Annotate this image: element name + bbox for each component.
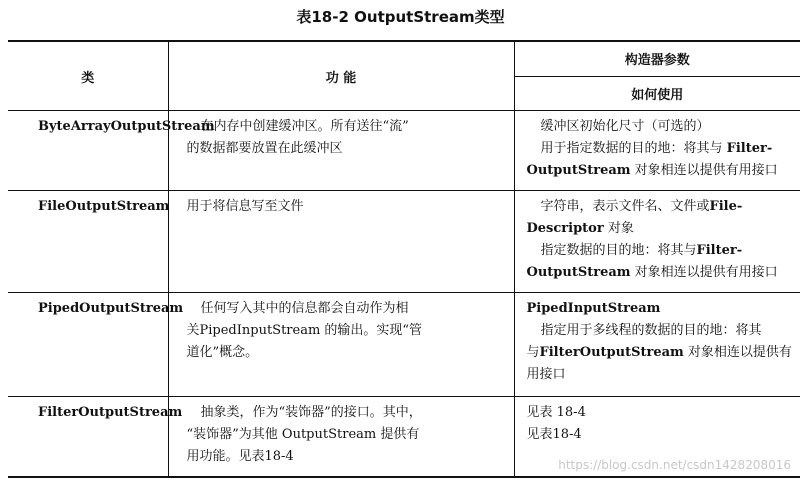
- class-name: PipedOutputStream: [8, 293, 168, 397]
- arg-text: 对象: [603, 221, 634, 236]
- arg-bold: Filter-: [726, 141, 773, 156]
- arg-bold: Filter-: [696, 243, 743, 258]
- function-cell: [168, 191, 514, 293]
- args-cell: [514, 293, 800, 397]
- output-stream-table: [8, 40, 800, 478]
- arg-line: PipedInputStream: [526, 301, 661, 316]
- arg-line: [527, 218, 793, 240]
- arg-bold: OutputStream: [526, 163, 631, 178]
- arg-line: 指定用于多线程的数据的目的地：将其: [540, 323, 762, 338]
- arg-bold: OutputStream: [526, 265, 631, 280]
- arg-line: [527, 138, 793, 160]
- function-line: 道化”概念。: [186, 345, 259, 360]
- class-name: FileOutputStream: [8, 191, 168, 293]
- arg-bold: Descriptor: [526, 221, 604, 236]
- function-line: “装饰器”为其他 OutputStream 提供有: [186, 427, 420, 442]
- arg-line: 见表18-4: [526, 427, 582, 442]
- arg-line: 用接口: [526, 367, 566, 382]
- function-cell: [168, 293, 514, 397]
- arg-text: 字符串，表示文件名、文件或: [540, 199, 710, 214]
- arg-line: [527, 196, 793, 218]
- arg-bold: File-: [709, 199, 743, 214]
- header-constructor-args: 构造器参数: [514, 41, 800, 76]
- function-line: 的数据都要放置在此缓冲区: [186, 141, 343, 156]
- arg-bold: FilterOutputStream: [539, 345, 684, 360]
- arg-text: 对象相连以提供有用接口: [630, 163, 778, 178]
- header-how-to-use: 如何使用: [514, 76, 800, 111]
- arg-text: 对象相连以提供有用接口: [630, 265, 778, 280]
- arg-line: [527, 262, 793, 284]
- arg-line: [527, 160, 793, 182]
- arg-line: 见表 18-4: [526, 405, 586, 420]
- function-line: 抽象类，作为“装饰器”的接口。其中，: [200, 405, 422, 420]
- arg-line: [527, 240, 793, 262]
- function-line: 关PipedInputStream 的输出。实现“管: [186, 323, 423, 338]
- class-name: FilterOutputStream: [8, 397, 168, 478]
- function-cell: [168, 111, 514, 191]
- arg-line: 缓冲区初始化尺寸（可选的）: [540, 119, 710, 134]
- function-cell: [168, 397, 514, 478]
- arg-line: [527, 342, 793, 364]
- arg-text: 与: [526, 345, 540, 360]
- function-line: 用于将信息写至文件: [186, 199, 304, 214]
- args-cell: [514, 111, 800, 191]
- table-caption: 表18-2 OutputStream类型: [296, 8, 505, 26]
- arg-text: 指定数据的目的地：将其与: [540, 243, 697, 258]
- arg-text: 用于指定数据的目的地：将其与: [540, 141, 727, 156]
- function-line: 任何写入其中的信息都会自动作为相: [200, 301, 409, 316]
- args-cell: [514, 191, 800, 293]
- header-function: 功 能: [168, 41, 514, 111]
- function-line: 在内存中创建缓冲区。所有送往“流”: [200, 119, 409, 134]
- header-class: 类: [8, 41, 168, 111]
- watermark: https://blog.csdn.net/csdn1428208016: [558, 458, 791, 472]
- arg-text: 对象相连以提供有: [683, 345, 792, 360]
- class-name: ByteArrayOutputStream: [8, 111, 168, 191]
- function-line: 用功能。见表18-4: [186, 449, 294, 464]
